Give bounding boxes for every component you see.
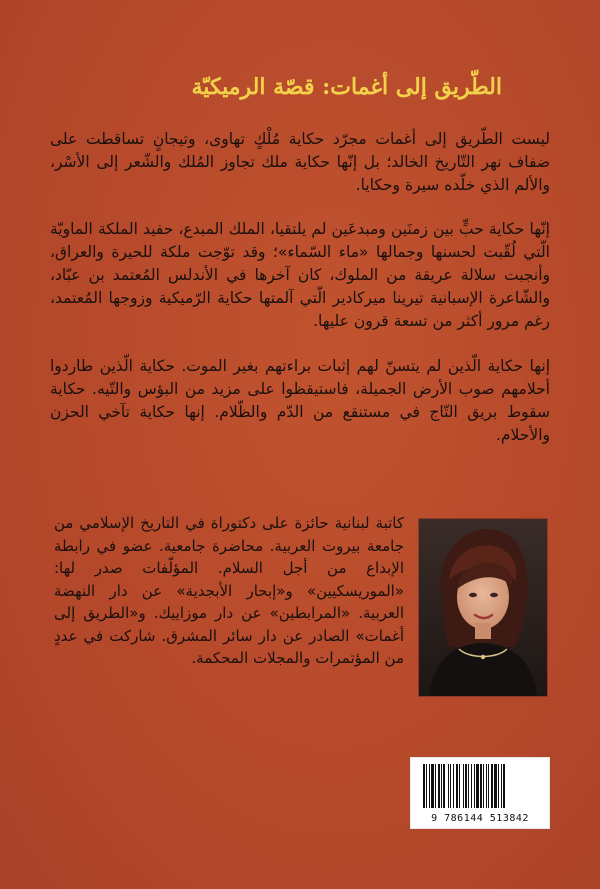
isbn-barcode — [410, 757, 550, 829]
book-title: الطّريق إلى أغمات: قصّة الرميكيّة — [191, 74, 502, 100]
author-portrait-illustration — [419, 519, 547, 696]
barcode-bars — [423, 764, 537, 808]
synopsis-paragraph-1: ليست الطّريق إلى أغمات مجرّد حكاية مُلْكٍ تهاوى، وتيجانٍ تساقطت على ضفاف نهر التّاريخ الخالد؛ بل إنّها حكاية ملك تجاوز المُلك والشّعر إلى الأسْر، والألم الذي خلّده سيرة وحكايا. — [50, 130, 550, 194]
isbn-number: 9 786144 513842 — [431, 813, 529, 824]
synopsis-paragraph-3: إنها حكاية الّذين لم يتسنّ لهم إثبات براءتهم بغير الموت. حكاية الّذين طاردوا أحلامهم صوب الأرض الجميلة، فاستيقظوا على مزيد من البؤس والتّيه. حكاية سقوط بريق التّاج في مستنقع من الدّم والظّلام. إنها حكاية تآخي الحزن والأحلام. — [50, 357, 550, 444]
author-biography: كاتبة لبنانية حائزة على دكتوراة في التاريخ الإسلامي من جامعة بيروت العربية. محاضرة جامعية. عضو في رابطة الإبداع من أجل السلام. المؤلّفات صدر لها: «الموريسكيين» و«إبحار الأبجدية» عن دار النهضة العربية. «المرابطين» عن دار موزاييك. و«الطريق إلى أغمات» الصادر عن دار سائر المشرق. شاركت في عددٍ من المؤتمرات والمجلات المحكمة. — [54, 514, 404, 667]
barcode-gap — [505, 764, 506, 808]
synopsis-paragraph-2: إنّها حكاية حبٍّ بين زمنَين ومبدعَين لم يلتقيا، الملك المبدع، حفيد الملكة الماويّة الّتي لُقّبت لحسنها وجمالها «ماء السّماء»؛ وقد توّجت ملكة للحيرة والعراق، وأنجبت سلالة عريقة من الملوك، كان آخرها في الأندلس المُعتمد بن عبّاد، والشّاعرة الإسبانية تيرينا ميركادير الّتي آلمتها حكاية الرّميكية وزوجها المُعتمد، رغم مرور أكثر من تسعة قرون عليها. — [50, 220, 550, 330]
author-photo — [418, 518, 548, 697]
